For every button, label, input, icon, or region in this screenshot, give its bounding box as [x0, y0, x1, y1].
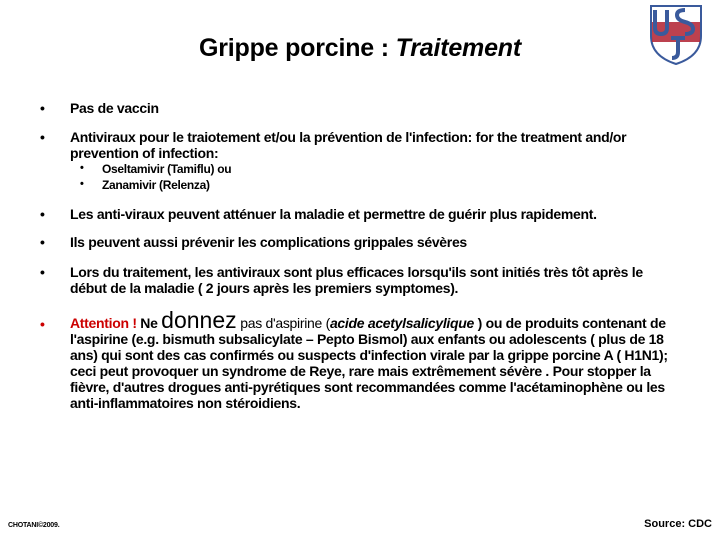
copyright-footer: CHOTANI©2009.	[8, 522, 60, 529]
bullet-dot: •	[40, 234, 45, 250]
attention-text	[70, 307, 670, 411]
attention-ne: Ne	[136, 315, 162, 331]
university-logo	[641, 2, 711, 66]
source-footer: Source: CDC	[644, 518, 712, 530]
bullet-dot: •	[40, 129, 45, 145]
bullet-text: Les anti-viraux peuvent atténuer la maladie et permettre de guérir plus rapidement.	[70, 206, 597, 222]
sub-bullet-text: Oseltamivir (Tamiflu) ou	[102, 162, 232, 176]
bullet-dot: •	[40, 100, 45, 116]
bullet-dot: •	[40, 264, 45, 280]
sub-bullet-dot: •	[80, 162, 84, 174]
sub-bullet-dot: •	[80, 178, 84, 190]
bullet-text: Pas de vaccin	[70, 100, 159, 116]
attention-label: Attention !	[70, 315, 137, 331]
bullet-text: Ils peuvent aussi prévenir les complications grippales sévères	[70, 234, 467, 250]
bullet-dot: •	[40, 206, 45, 222]
bullet-text: Antiviraux pour le traiotement et/ou la prévention de l'infection: for the treatment and/or prevention of infection:	[70, 129, 627, 161]
bullet-dot: •	[40, 316, 45, 332]
attention-rest: ) ou de produits contenant de l'aspirine (e.g. bismuth subsalicylate – Pepto Bismol) aux enfants ou adolescents ( plus de 18 ans) qui sont des cas confirmés ou suspects d'infection virale par la grippe porcine A ( H1N1); ceci peut provoquer un syndrome de Reye, rare mais extrêmement sévère . Pour stopper la fièvre, d'autres drogues anti-pyrétiques sont recommandées comme l'acétaminophène ou les anti-inflammatoires non stéroidiens.	[70, 315, 668, 411]
attention-donnez: donnez	[161, 307, 237, 333]
attention-acide: acide acetylsalicylique	[329, 315, 475, 331]
sub-bullet-text: Zanamivir (Relenza)	[102, 178, 210, 192]
page-title	[0, 34, 720, 63]
title-italic: Traitement	[395, 34, 521, 62]
bullet-text: Lors du traitement, les antiviraux sont plus efficaces lorsqu'ils sont initiés très tôt après le début de la maladie ( 2 jours après les premiers symptomes).	[70, 264, 643, 296]
attention-pas: pas d'aspirine (	[236, 315, 330, 331]
title-main: Grippe porcine :	[199, 34, 396, 62]
